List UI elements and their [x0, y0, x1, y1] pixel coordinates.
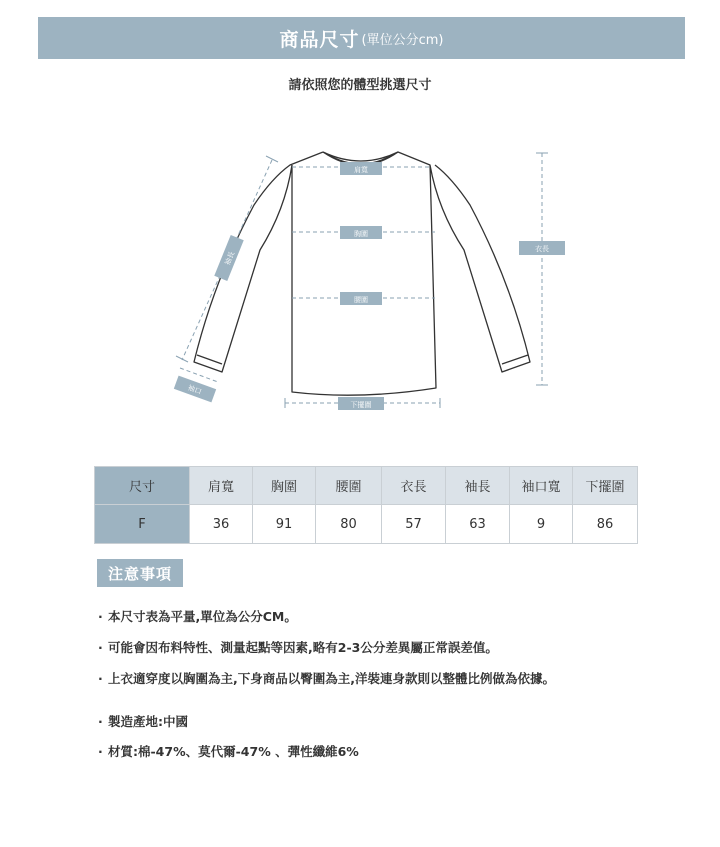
table-header-cell: 胸圍: [253, 467, 316, 505]
svg-text:袖長: 袖長: [223, 250, 237, 267]
notes-title: 注意事項: [97, 559, 183, 587]
table-header-row: [95, 467, 638, 505]
table-cell: 86: [573, 505, 638, 544]
garment-diagram: [0, 140, 720, 420]
svg-text:肩寬: 肩寬: [354, 166, 368, 174]
table-cell: 80: [316, 505, 382, 544]
table-cell: 63: [446, 505, 510, 544]
table-header-cell: 袖長: [446, 467, 510, 505]
table-cell: 57: [382, 505, 446, 544]
table-header-cell: 衣長: [382, 467, 446, 505]
label-waist: [340, 292, 382, 305]
table-row: [95, 505, 638, 544]
measurement-guides: [180, 153, 542, 403]
table-header-cell: 袖口寬: [510, 467, 573, 505]
table-cell: 9: [510, 505, 573, 544]
label-shoulder: [340, 162, 382, 175]
shirt-body-shape: [194, 152, 530, 395]
bullet-icon: ·: [98, 640, 103, 655]
label-length: [519, 241, 565, 255]
measurement-end-ticks: [176, 153, 548, 408]
svg-text:腰圍: 腰圍: [354, 296, 368, 304]
svg-text:下擺圍: 下擺圍: [350, 401, 372, 409]
svg-text:胸圍: 胸圍: [354, 230, 368, 238]
bullet-icon: ·: [98, 714, 103, 729]
size-table: [94, 466, 638, 544]
note-item: · 材質:棉-47%、莫代爾-47% 、彈性纖維6%: [98, 744, 359, 759]
note-item: · 本尺寸表為平量,單位為公分CM。: [98, 609, 297, 624]
size-chart-header: [38, 17, 685, 59]
svg-text:衣長: 衣長: [535, 245, 549, 253]
label-chest: [340, 226, 382, 239]
note-item: · 製造產地:中國: [98, 714, 188, 729]
cuff-left-seam: [197, 355, 222, 364]
table-cell: 91: [253, 505, 316, 544]
bullet-icon: ·: [98, 671, 103, 686]
svg-text:袖口: 袖口: [186, 383, 203, 397]
table-header-cell: 下擺圍: [573, 467, 638, 505]
shirt-outline: [194, 152, 530, 395]
label-hem: [338, 397, 384, 410]
bullet-icon: ·: [98, 744, 103, 759]
note-item: · 上衣適穿度以胸圍為主,下身商品以臀圍為主,洋裝連身款則以整體比例做為依據。: [98, 671, 555, 686]
cuff-right-seam: [502, 355, 528, 364]
table-cell-size: F: [95, 505, 190, 544]
table-header-cell: 肩寬: [190, 467, 253, 505]
label-cuff: [174, 376, 216, 403]
table-header-cell: 腰圍: [316, 467, 382, 505]
size-guide-subtitle: 請依照您的體型挑選尺寸: [288, 78, 432, 93]
header-unit: (單位公分cm): [361, 32, 444, 48]
note-item: · 可能會因布料特性、測量起點等因素,略有2-3公分差異屬正常誤差值。: [98, 640, 498, 655]
header-title: 商品尺寸: [279, 28, 360, 51]
table-cell: 36: [190, 505, 253, 544]
label-sleeve: [214, 235, 243, 281]
bullet-icon: ·: [98, 609, 103, 624]
table-header-cell: 尺寸: [95, 467, 190, 505]
